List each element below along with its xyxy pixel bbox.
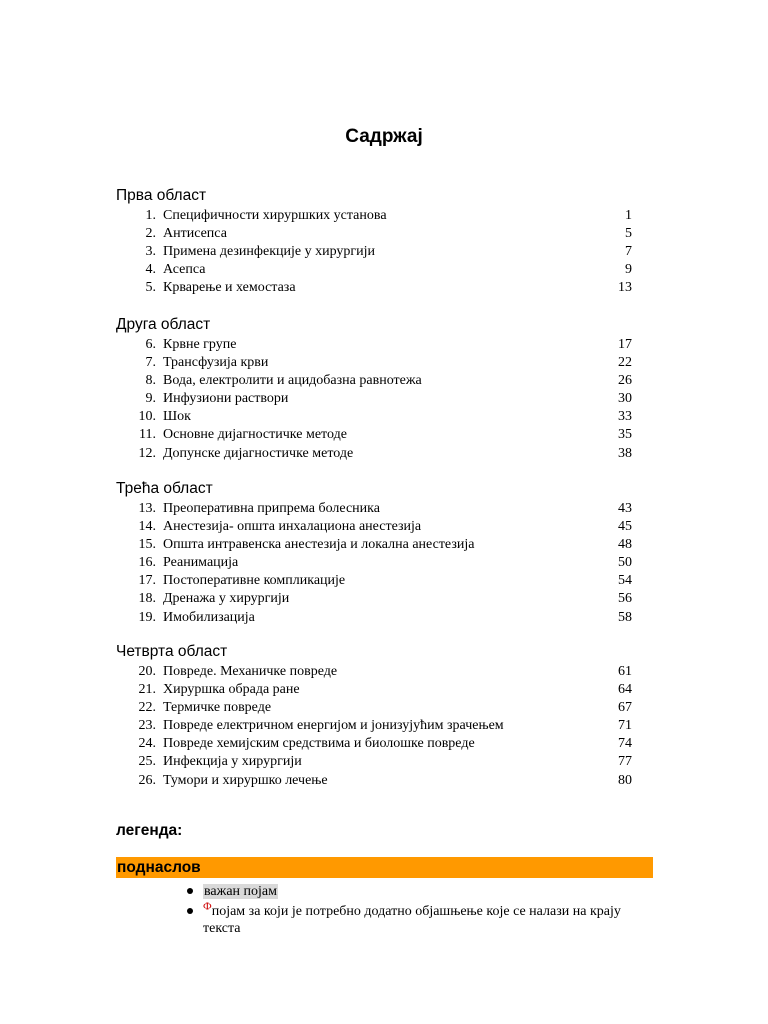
toc-section-2 — [116, 314, 636, 463]
toc-page-number: 71 — [618, 718, 632, 734]
toc-title: Крвне групе — [163, 337, 237, 352]
toc-number: 22. — [138, 700, 156, 716]
toc-item[interactable] — [116, 772, 636, 790]
toc-item[interactable] — [116, 336, 636, 354]
toc-page-number: 38 — [618, 445, 632, 461]
legend-title: легенда: — [116, 822, 183, 839]
toc-number: 3. — [145, 244, 156, 260]
toc-number: 15. — [138, 537, 156, 553]
toc-item[interactable] — [116, 243, 636, 261]
toc-title: Допунске дијагностичке методе — [163, 445, 354, 461]
toc-number: 14. — [138, 519, 156, 535]
toc-item[interactable] — [116, 681, 636, 699]
toc-item[interactable] — [116, 536, 636, 554]
toc-page-number: 7 — [625, 244, 632, 260]
bullet-icon — [187, 908, 193, 914]
toc-section-3 — [116, 478, 636, 627]
toc-title: Постоперативне компликације — [163, 573, 346, 589]
toc-page-number: 5 — [625, 226, 632, 242]
toc-page-number: 74 — [618, 736, 632, 752]
toc-list — [116, 663, 636, 790]
toc-page-number: 1 — [625, 208, 632, 223]
toc-number: 17. — [138, 573, 156, 589]
toc-title: Анестезија- општа инхалациона анестезија — [163, 519, 422, 535]
toc-number: 5. — [145, 280, 156, 296]
toc-number: 6. — [145, 337, 156, 352]
toc-number: 18. — [138, 591, 156, 607]
toc-number: 12. — [138, 445, 156, 461]
toc-list — [116, 500, 636, 627]
toc-list — [116, 336, 636, 463]
toc-title: Реанимација — [163, 555, 239, 571]
important-term-sample: важан појам — [204, 884, 277, 899]
toc-title: Дренажа у хирургији — [163, 591, 290, 607]
toc-section-1 — [116, 185, 636, 297]
toc-page-number: 33 — [618, 409, 632, 425]
toc-title: Повреде. Механичке повреде — [163, 664, 338, 679]
toc-title: Тумори и хируршко лечење — [163, 772, 328, 788]
toc-title: Преоперативна припрема болесника — [163, 501, 380, 516]
toc-item[interactable] — [116, 500, 636, 518]
toc-title: Основне дијагностичке методе — [163, 427, 347, 443]
toc-section-4 — [116, 641, 636, 790]
toc-item[interactable] — [116, 663, 636, 681]
toc-page-number: 77 — [618, 754, 632, 770]
toc-item[interactable] — [116, 408, 636, 426]
toc-page-number: 61 — [618, 664, 632, 679]
legend-subheading-sample: поднаслов — [116, 857, 653, 878]
toc-number: 21. — [138, 682, 156, 698]
legend-item-note — [186, 899, 646, 938]
toc-number: 16. — [138, 555, 156, 571]
toc-item[interactable] — [116, 554, 636, 572]
legend-item-important-term — [186, 883, 646, 901]
toc-title: Инфузиони раствори — [163, 391, 289, 407]
toc-number: 19. — [138, 609, 156, 625]
toc-page-number: 13 — [618, 280, 632, 296]
toc-title: Антисепса — [163, 226, 227, 242]
section-heading: Прва област — [116, 187, 207, 204]
toc-number: 23. — [138, 718, 156, 734]
toc-item[interactable] — [116, 426, 636, 444]
toc-page-number: 26 — [618, 373, 632, 389]
toc-number: 2. — [145, 226, 156, 242]
toc-page-number: 30 — [618, 391, 632, 407]
toc-item[interactable] — [116, 279, 636, 297]
toc-item[interactable] — [116, 699, 636, 717]
toc-item[interactable] — [116, 590, 636, 608]
toc-page-number: 9 — [625, 262, 632, 278]
toc-title: Повреде електричном енергијом и јонизујућим зрачењем — [163, 718, 504, 734]
toc-title: Термичке повреде — [163, 700, 272, 716]
toc-title: Шок — [163, 409, 191, 425]
toc-item[interactable] — [116, 354, 636, 372]
toc-number: 25. — [138, 754, 156, 770]
toc-page-number: 80 — [618, 772, 632, 788]
toc-number: 8. — [145, 373, 156, 389]
toc-number: 7. — [145, 355, 156, 371]
toc-number: 1. — [145, 208, 156, 223]
toc-title: Повреде хемијским средствима и биолошке повреде — [163, 736, 475, 752]
toc-page-number: 58 — [618, 609, 632, 625]
toc-item[interactable] — [116, 390, 636, 408]
bullet-icon — [187, 888, 193, 894]
legend-list — [186, 883, 646, 940]
toc-page-number: 17 — [618, 337, 632, 352]
toc-number: 24. — [138, 736, 156, 752]
phi-note-icon: Ф — [203, 899, 212, 912]
toc-item[interactable] — [116, 735, 636, 753]
toc-page-number: 56 — [618, 591, 632, 607]
toc-page-number: 43 — [618, 501, 632, 516]
toc-item[interactable] — [116, 753, 636, 771]
toc-item[interactable] — [116, 572, 636, 590]
toc-title: Хируршка обрада ране — [163, 682, 300, 698]
toc-number: 13. — [138, 501, 156, 516]
toc-item[interactable] — [116, 717, 636, 735]
page-title: Садржај — [345, 126, 423, 147]
toc-item[interactable] — [116, 225, 636, 243]
toc-page-number: 48 — [618, 537, 632, 553]
toc-page-number: 22 — [618, 355, 632, 371]
toc-page-number: 50 — [618, 555, 632, 571]
toc-page-number: 64 — [618, 682, 632, 698]
toc-list — [116, 207, 636, 297]
toc-number: 9. — [145, 391, 156, 407]
toc-number: 11. — [139, 427, 156, 443]
toc-number: 26. — [138, 772, 156, 788]
toc-number: 10. — [138, 409, 156, 425]
toc-item[interactable] — [116, 261, 636, 279]
toc-item[interactable] — [116, 445, 636, 463]
toc-page-number: 35 — [618, 427, 632, 443]
toc-page-number: 54 — [618, 573, 632, 589]
toc-title: Општа интравенска анестезија и локална анестезија — [163, 537, 475, 553]
toc-title: Примена дезинфекције у хирургији — [163, 244, 376, 260]
toc-number: 20. — [138, 664, 156, 679]
toc-title: Вода, електролити и ацидобазна равнотежа — [163, 373, 422, 389]
section-heading: Друга област — [116, 316, 211, 333]
toc-title: Специфичности хируршких установа — [163, 208, 387, 223]
toc-page-number: 45 — [618, 519, 632, 535]
toc-title: Имобилизација — [163, 609, 255, 625]
note-description: појам за који је потребно додатно објашњење које се налази на крају текста — [203, 903, 621, 936]
section-heading: Четврта област — [116, 643, 228, 660]
toc-item[interactable] — [116, 372, 636, 390]
toc-item[interactable] — [116, 518, 636, 536]
toc-title: Асепса — [163, 262, 206, 278]
toc-number: 4. — [145, 262, 156, 278]
toc-item[interactable] — [116, 609, 636, 627]
toc-title: Инфекција у хирургији — [163, 754, 302, 770]
toc-page-number: 67 — [618, 700, 632, 716]
toc-item[interactable] — [116, 207, 636, 225]
toc-title: Крварење и хемостаза — [163, 280, 296, 296]
toc-title: Трансфузија крви — [163, 355, 269, 371]
section-heading: Трећа област — [116, 480, 213, 497]
